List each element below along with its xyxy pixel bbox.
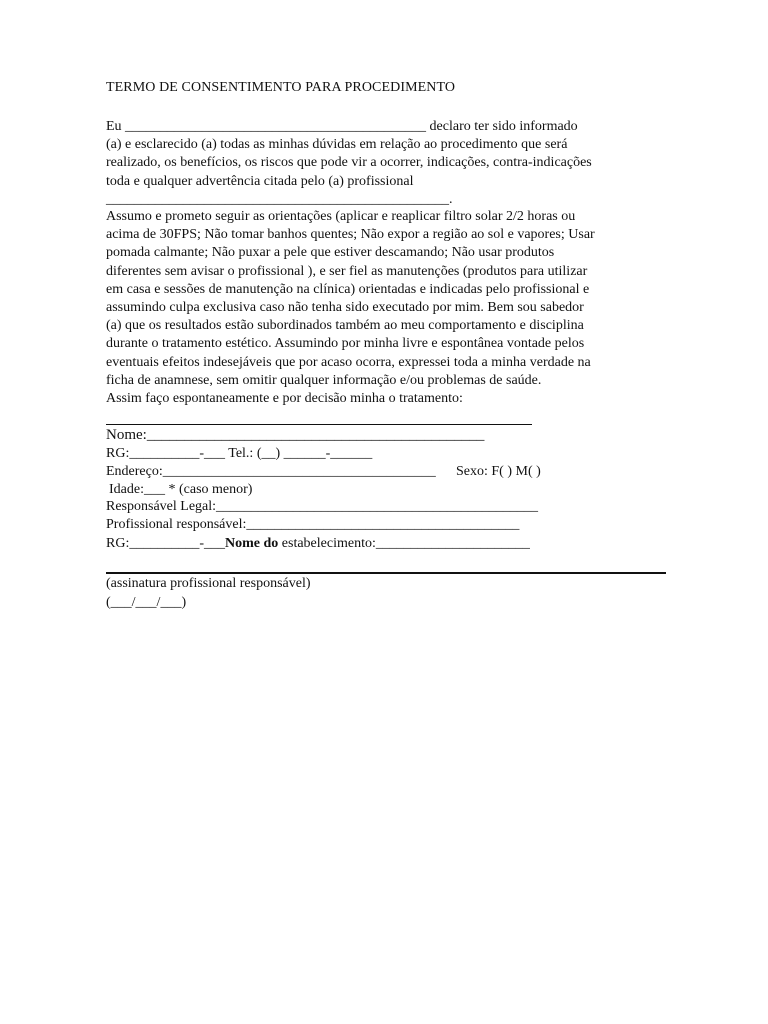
paragraph-line: ficha de anamnese, sem omitir qualquer informação e/ou problemas de saúde. (106, 372, 542, 388)
paragraph-line: Assim faço espontaneamente e por decisão minha o tratamento: (106, 391, 463, 407)
address-field: Endereço:_______________________________________ (106, 464, 436, 479)
paragraph-line: (a) e esclarecido (a) todas as minhas dúvidas em relação ao procedimento que será (106, 137, 568, 153)
paragraph-line: _________________________________________________. (106, 191, 453, 207)
paragraph-line: assumindo culpa exclusiva caso não tenha sido executado por mim. Bem sou sabedor (106, 300, 584, 316)
rg-tel-field: RG:__________-___ Tel.: (__) ______-______ (106, 446, 373, 461)
consent-paragraph-1 (106, 118, 666, 209)
establishment-label: Nome do (225, 536, 279, 551)
responsible-professional-field: Profissional responsável:_______________________________________ (106, 517, 520, 532)
signature-date: (___/___/___) (106, 595, 187, 610)
signature-label: (assinatura profissional responsável) (106, 576, 311, 591)
paragraph-line: toda e qualquer advertência citada pelo (a) profissional (106, 173, 414, 189)
paragraph-line: (a) que os resultados estão subordinados também ao meu comportamento e disciplina (106, 318, 584, 334)
paragraph-line: pomada calmante; Não puxar a pele que estiver descamando; Não usar produtos (106, 245, 555, 261)
signature-line (106, 572, 666, 574)
establishment-blank: estabelecimento:______________________ (281, 536, 530, 551)
paragraph-line: em casa e sessões de manutenção na clínica) orientadas e indicadas pelo profissional e (106, 281, 590, 297)
paragraph-line: acima de 30FPS; Não tomar banhos quentes; Não expor a região ao sol e vapores; Usar (106, 227, 595, 243)
paragraph-line: Assumo e prometo seguir as orientações (aplicar e reaplicar filtro solar 2/2 horas ou (106, 209, 576, 224)
rg-establishment-field (106, 536, 530, 552)
paragraph-line: diferentes sem avisar o profissional ), e ser fiel as manutenções (produtos para utilizar (106, 263, 588, 279)
legal-guardian-field: Responsável Legal:______________________________________________ (106, 499, 539, 514)
paragraph-line: realizado, os benefícios, os riscos que pode vir a ocorrer, indicações, contra-indicações (106, 155, 592, 171)
sex-field: Sexo: F( ) M( ) (456, 464, 541, 479)
separator-line (106, 424, 532, 425)
consent-paragraph-2 (106, 208, 666, 408)
paragraph-line: eventuais efeitos indesejáveis que por acaso ocorra, expressei toda a minha verdade na (106, 354, 591, 370)
paragraph-line: durante o tratamento estético. Assumindo por minha livre e espontânea vontade pelos (106, 336, 585, 352)
name-field: Nome:_____________________________________________ (106, 427, 485, 443)
paragraph-line: Eu ___________________________________________ declaro ter sido informado (106, 119, 578, 134)
age-field: Idade:___ * (caso menor) (109, 482, 253, 497)
document-title: TERMO DE CONSENTIMENTO PARA PROCEDIMENTO (106, 80, 456, 95)
rg-label: RG:__________-___ (106, 536, 225, 551)
